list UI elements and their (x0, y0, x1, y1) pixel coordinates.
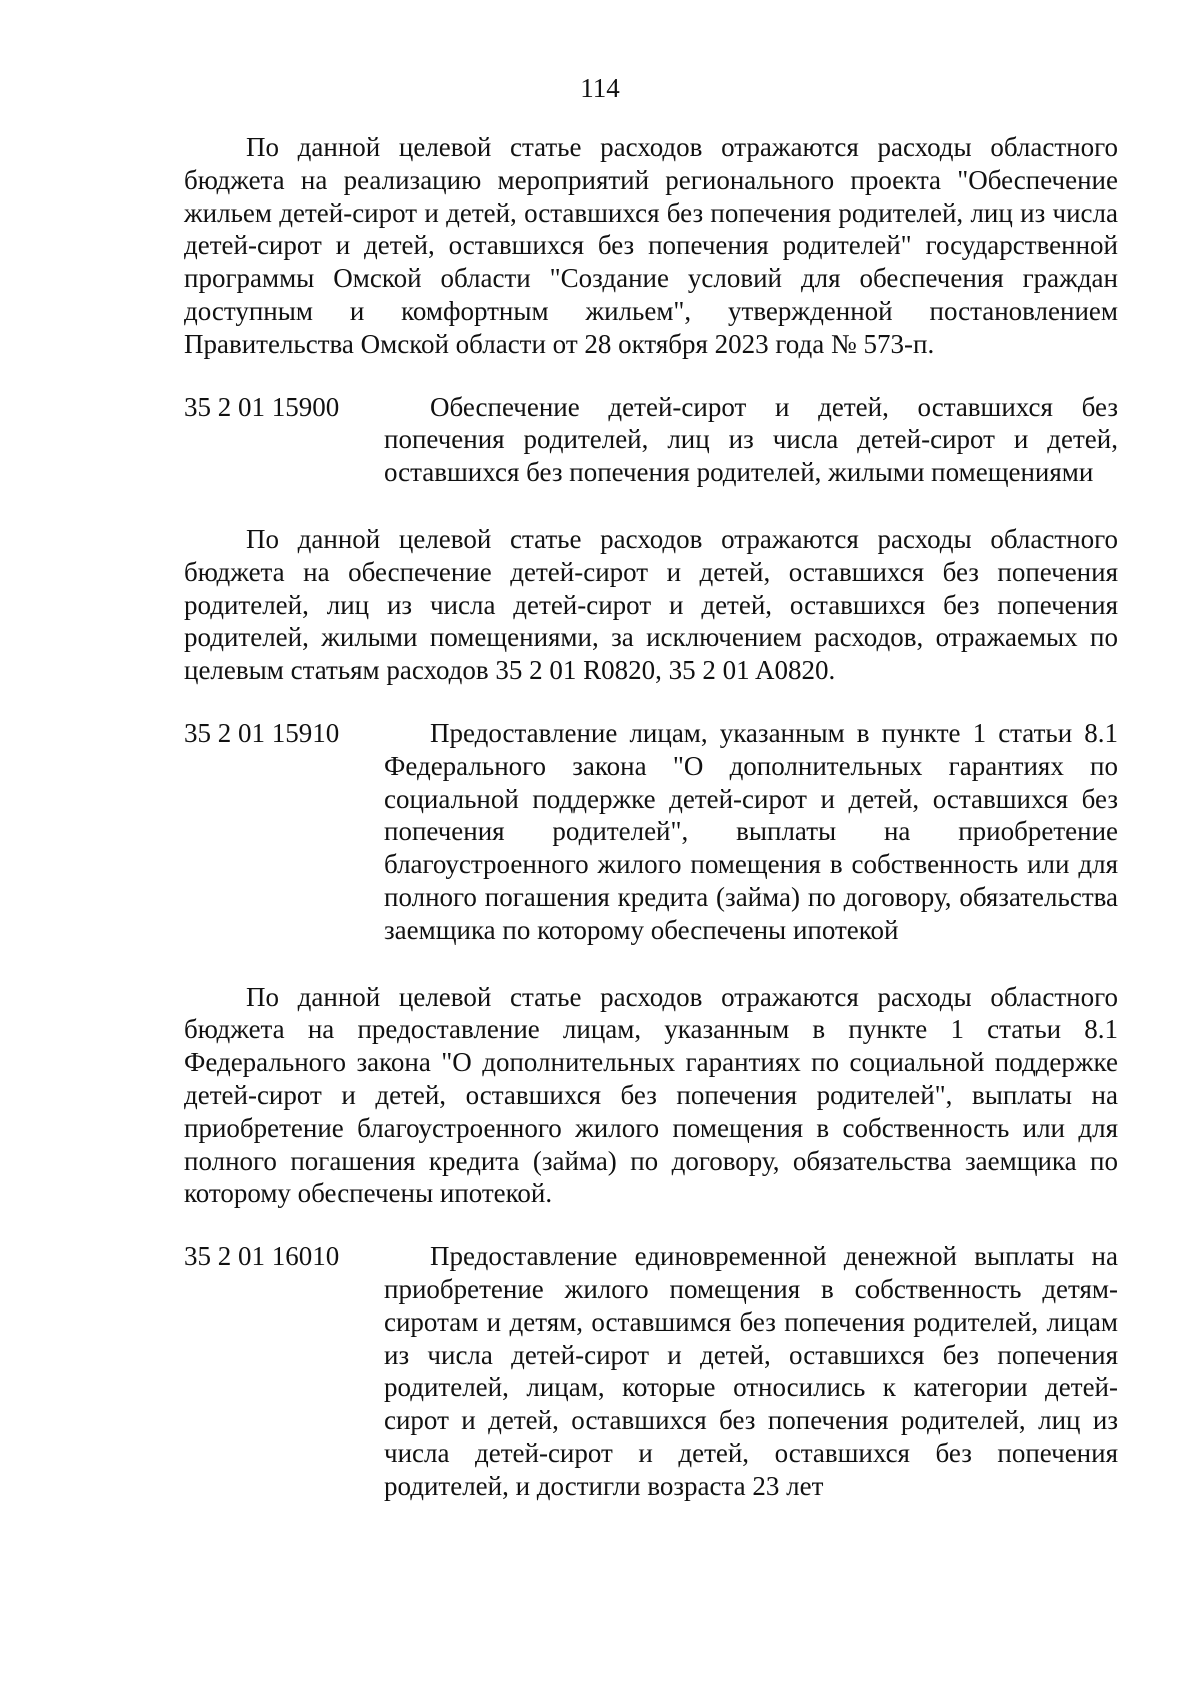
document-body (184, 131, 1118, 1502)
page-number: 114 (580, 73, 620, 103)
paragraph-regional-project: По данной целевой статье расходов отражаются расходы областного бюджета на реализацию мероприятий регионального проекта "Обеспечение жильем детей-сирот и детей, оставшихся без попечения родителей, лиц из числа детей-сирот и детей, оставшихся без попечения родителей" государственной программы Омской области "Создание условий для обеспечения граждан доступным и комфортным жильем", утвержденной постановлением Правительства Омской области от 28 октября 2023 года № 573-п. (184, 132, 1118, 359)
entry-title: Обеспечение детей-сирот и детей, оставшихся без попечения родителей, лиц из числа детей-сирот и детей, оставшихся без попечения родителей, жилыми помещениями (384, 391, 1118, 488)
entry-title: Предоставление лицам, указанным в пункте 1 статьи 8.1 Федерального закона "О дополнительных гарантиях по социальной поддержке детей-сирот и детей, оставшихся без попечения родителей", выплаты на приобретение благоустроенного жилого помещения в собственность или для полного погашения кредита (займа) по договору, обязательства заемщика по которому обеспечены ипотекой (384, 717, 1118, 945)
entry-code: 35 2 01 16010 (184, 1241, 340, 1272)
paragraph-housing-provision: По данной целевой статье расходов отражаются расходы областного бюджета на обеспечение детей-сирот и детей, оставшихся без попечения родителей, лиц из числа детей-сирот и детей, оставшихся без попечения родителей, жилыми помещениями, за исключением расходов, отражаемых по целевым статьям расходов 35 2 01 R0820, 35 2 01 A0820. (184, 523, 1118, 686)
entry-code: 35 2 01 15900 (184, 391, 340, 422)
entry-35-2-01-15900 (184, 391, 1118, 489)
entry-35-2-01-16010 (184, 1240, 1118, 1502)
entry-title: Предоставление единовременной денежной выплаты на приобретение жилого помещения в собственность детям-сиротам и детям, оставшимся без попечения родителей, лицам из числа детей-сирот и детей, оставшихся без попечения родителей, лицам, которые относились к категории детей-сирот и детей, оставшихся без попечения родителей, лиц из числа детей-сирот и детей, оставшихся без попечения родителей, и достигли возраста 23 лет (384, 1241, 1118, 1501)
entry-35-2-01-15910 (184, 717, 1118, 947)
entry-code: 35 2 01 15910 (184, 717, 340, 748)
paragraph-payment-provision: По данной целевой статье расходов отражаются расходы областного бюджета на предоставление лицам, указанным в пункте 1 статьи 8.1 Федерального закона "О дополнительных гарантиях по социальной поддержке детей-сирот и детей, оставшихся без попечения родителей", выплаты на приобретение благоустроенного жилого помещения в собственность или для полного погашения кредита (займа) по договору, обязательства заемщика по которому обеспечены ипотекой. (184, 981, 1118, 1209)
